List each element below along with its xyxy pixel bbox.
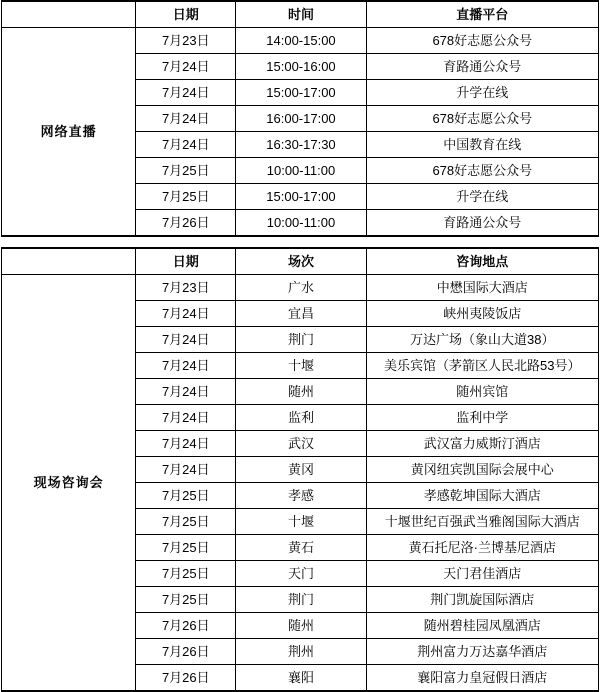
column-header-date: 日期 (136, 248, 236, 275)
cell-location: 中懋国际大酒店 (366, 275, 598, 301)
table-header-row (2, 248, 599, 275)
cell-date: 7月25日 (136, 509, 236, 535)
cell-date: 7月25日 (136, 184, 236, 210)
cell-date: 7月24日 (136, 80, 236, 106)
cell-platform: 育路通公众号 (366, 210, 598, 237)
cell-session: 天门 (236, 561, 366, 587)
cell-location: 美乐宾馆（茅箭区人民北路53号） (366, 353, 598, 379)
cell-platform: 育路通公众号 (366, 54, 598, 80)
cell-location: 黄冈纽宾凯国际会展中心 (366, 457, 598, 483)
cell-date: 7月26日 (136, 210, 236, 237)
cell-date: 7月26日 (136, 665, 236, 692)
cell-session: 随州 (236, 613, 366, 639)
table-separator (0, 237, 600, 247)
corner-cell (2, 248, 136, 275)
cell-date: 7月24日 (136, 327, 236, 353)
cell-location: 随州碧桂园凤凰酒店 (366, 613, 598, 639)
table-header-row (2, 1, 599, 28)
cell-session: 随州 (236, 379, 366, 405)
cell-location: 监利中学 (366, 405, 598, 431)
cell-session: 襄阳 (236, 665, 366, 692)
cell-date: 7月24日 (136, 431, 236, 457)
cell-platform: 678好志愿公众号 (366, 106, 598, 132)
cell-date: 7月24日 (136, 54, 236, 80)
cell-session: 荆州 (236, 639, 366, 665)
cell-date: 7月25日 (136, 483, 236, 509)
cell-location: 孝感乾坤国际大酒店 (366, 483, 598, 509)
cell-date: 7月24日 (136, 132, 236, 158)
cell-session: 荆门 (236, 327, 366, 353)
cell-date: 7月24日 (136, 457, 236, 483)
cell-time: 16:00-17:00 (236, 106, 366, 132)
section-label-onsite: 现场咨询会 (2, 275, 136, 692)
cell-location: 随州宾馆 (366, 379, 598, 405)
cell-session: 广水 (236, 275, 366, 301)
cell-time: 10:00-11:00 (236, 158, 366, 184)
cell-platform: 升学在线 (366, 80, 598, 106)
cell-time: 15:00-17:00 (236, 184, 366, 210)
cell-location: 荆州富力万达嘉华酒店 (366, 639, 598, 665)
table-row (2, 275, 599, 301)
cell-date: 7月24日 (136, 301, 236, 327)
cell-location: 武汉富力威斯汀酒店 (366, 431, 598, 457)
cell-location: 万达广场（象山大道38） (366, 327, 598, 353)
cell-date: 7月25日 (136, 158, 236, 184)
cell-time: 16:30-17:30 (236, 132, 366, 158)
cell-session: 黄冈 (236, 457, 366, 483)
cell-date: 7月24日 (136, 106, 236, 132)
cell-location: 天门君佳酒店 (366, 561, 598, 587)
cell-location: 峡州夷陵饭店 (366, 301, 598, 327)
cell-location: 黄石托尼洛·兰博基尼酒店 (366, 535, 598, 561)
cell-time: 15:00-17:00 (236, 80, 366, 106)
cell-date: 7月23日 (136, 275, 236, 301)
cell-time: 15:00-16:00 (236, 54, 366, 80)
column-header-session: 场次 (236, 248, 366, 275)
cell-platform: 中国教育在线 (366, 132, 598, 158)
cell-time: 10:00-11:00 (236, 210, 366, 237)
cell-date: 7月24日 (136, 379, 236, 405)
cell-session: 监利 (236, 405, 366, 431)
cell-platform: 678好志愿公众号 (366, 28, 598, 54)
cell-date: 7月25日 (136, 587, 236, 613)
cell-date: 7月25日 (136, 535, 236, 561)
cell-platform: 678好志愿公众号 (366, 158, 598, 184)
cell-session: 荆门 (236, 587, 366, 613)
cell-location: 荆门凯旋国际酒店 (366, 587, 598, 613)
cell-session: 十堰 (236, 353, 366, 379)
cell-location: 襄阳富力皇冠假日酒店 (366, 665, 598, 692)
cell-session: 孝感 (236, 483, 366, 509)
cell-date: 7月25日 (136, 561, 236, 587)
cell-session: 武汉 (236, 431, 366, 457)
cell-session: 十堰 (236, 509, 366, 535)
table-row (2, 28, 599, 54)
column-header-time: 时间 (236, 1, 366, 28)
onsite-consultation-table (1, 247, 599, 692)
cell-date: 7月23日 (136, 28, 236, 54)
column-header-location: 咨询地点 (366, 248, 598, 275)
cell-location: 十堰世纪百强武当雅阁国际大酒店 (366, 509, 598, 535)
cell-platform: 升学在线 (366, 184, 598, 210)
cell-session: 黄石 (236, 535, 366, 561)
cell-session: 宜昌 (236, 301, 366, 327)
corner-cell (2, 1, 136, 28)
section-label-live: 网络直播 (2, 28, 136, 237)
cell-time: 14:00-15:00 (236, 28, 366, 54)
cell-date: 7月26日 (136, 639, 236, 665)
column-header-platform: 直播平台 (366, 1, 598, 28)
cell-date: 7月24日 (136, 353, 236, 379)
live-broadcast-table (1, 0, 599, 237)
cell-date: 7月26日 (136, 613, 236, 639)
column-header-date: 日期 (136, 1, 236, 28)
cell-date: 7月24日 (136, 405, 236, 431)
